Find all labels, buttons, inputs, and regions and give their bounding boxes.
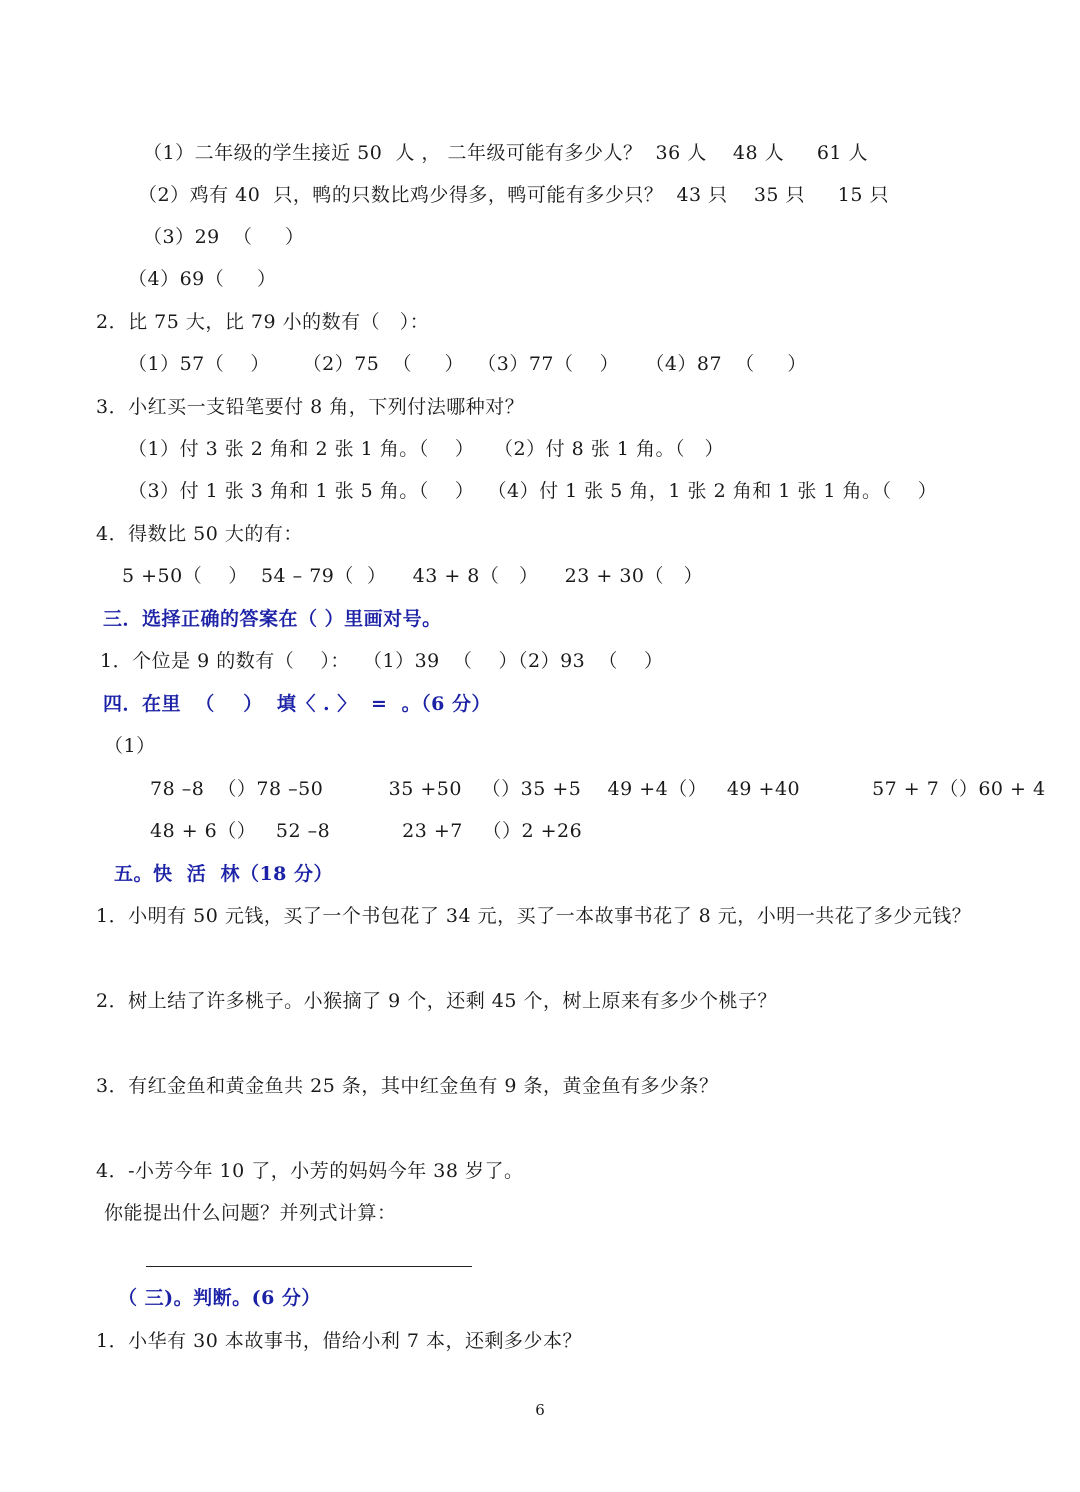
question-3-options-b: （3）付 1 张 3 角和 1 张 5 角。（ ） （4）付 1 张 5 角，1 张 2 角和 1 张 1 角。（ ） <box>128 480 938 502</box>
question-3-options-a: （1）付 3 张 2 角和 2 张 1 角。（ ） （2）付 8 张 1 角。（ ） <box>128 438 725 460</box>
question-4-text: 4．得数比 50 大的有： <box>96 523 303 545</box>
question-1-item-2: （2）鸡有 40 只，鸭的只数比鸡少得多，鸭可能有多少只？ 43 只 35 只 15 只 <box>138 184 889 206</box>
section-5-heading: 五。快 活 林（18 分） <box>114 863 334 885</box>
question-4-options: 5 +50（ ） 54 – 79（ ） 43 + 8（ ） 23 + 30（ ） <box>122 565 704 587</box>
section-4-comparisons-row-1: 78 –8 （）78 –50 35 +50 （）35 +5 49 +4（） 49 +40 57 + 7（）60 + 4 <box>150 778 1046 800</box>
question-3-text: 3．小红买一支铅笔要付 8 角，下列付法哪种对？ <box>96 396 525 418</box>
section-4-comparisons-row-2: 48 + 6（） 52 –8 23 +7 （）2 +26 <box>150 820 583 842</box>
question-1-item-1: （1）二年级的学生接近 50 人 ， 二年级可能有多少人？ 36 人 48 人 61 人 <box>143 142 869 164</box>
page-number: 6 <box>535 1401 545 1419</box>
question-2-options: （1）57（ ） （2）75 （ ） （3）77（ ） （4）87 （ ） <box>128 353 807 375</box>
section-3-question-1: 1．个位是 9 的数有（ ）： （1）39 （ ）（2）93 （ ） <box>100 650 664 672</box>
question-2-text: 2．比 75 大，比 79 小的数有（ ）： <box>96 311 430 333</box>
section-4-item-label: （1） <box>104 735 156 757</box>
section-4-heading: 四．在里 （ ） 填〈 . 〉 = 。（6 分） <box>103 693 491 715</box>
section-3-heading: 三．选择正确的答案在（ ）里画对号。 <box>103 608 442 630</box>
section-5-question-3: 3．有红金鱼和黄金鱼共 25 条，其中红金鱼有 9 条，黄金鱼有多少条？ <box>96 1075 719 1097</box>
question-1-item-4: （4）69（ ） <box>128 268 277 290</box>
section-5-question-4: 4．-小芳今年 10 了，小芳的妈妈今年 38 岁了。 <box>96 1160 524 1182</box>
section-5-question-2: 2．树上结了许多桃子。小猴摘了 9 个，还剩 45 个，树上原来有多少个桃子？ <box>96 990 778 1012</box>
section-5-question-4-prompt: 你能提出什么问题？并列式计算： <box>104 1202 397 1224</box>
section-5-question-1: 1．小明有 50 元钱，买了一个书包花了 34 元，买了一本故事书花了 8 元，小明一共花了多少元钱？ <box>96 905 972 927</box>
question-1-item-3: （3）29 （ ） <box>143 226 305 248</box>
judgement-section-heading: （ 三)。判断。(6 分） <box>118 1287 321 1309</box>
answer-line <box>146 1266 472 1267</box>
judgement-question-1: 1．小华有 30 本故事书，借给小利 7 本，还剩多少本？ <box>96 1330 583 1352</box>
